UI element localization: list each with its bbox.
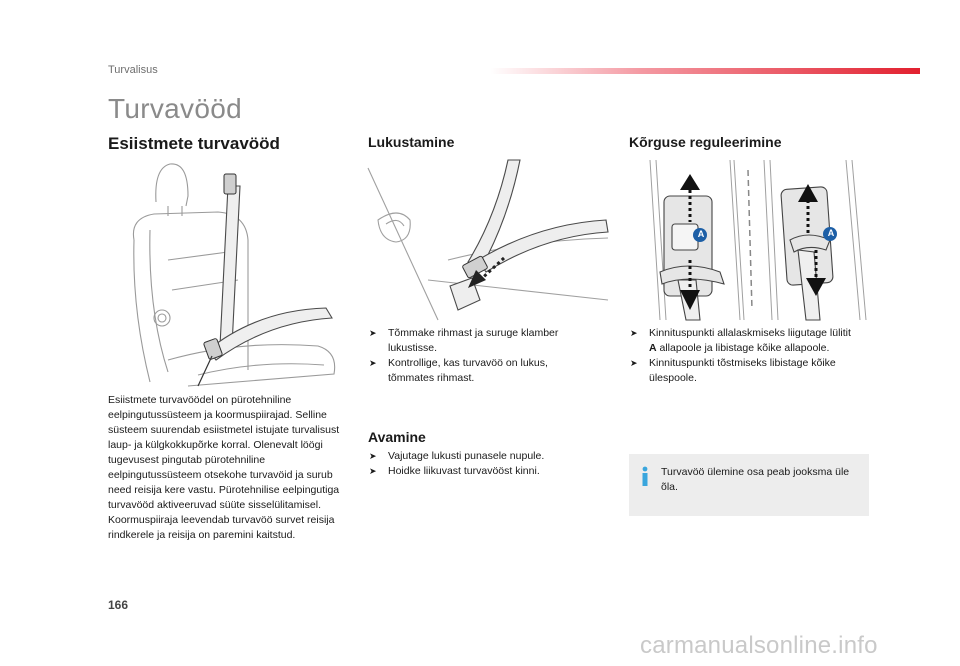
info-icon: [641, 466, 649, 486]
front-seat-belt-illustration: [128, 160, 348, 392]
arrow-bullet-icon: ➤: [369, 466, 377, 476]
arrow-bullet-icon: ➤: [630, 328, 638, 338]
switch-label-a: A: [697, 229, 705, 239]
info-note: [629, 454, 869, 516]
arrow-bullet-icon: ➤: [369, 451, 377, 461]
list-item: ➤ Kinnituspunkti tõstmiseks libistage kõike ülespoole.: [630, 357, 836, 384]
arrow-bullet-icon: ➤: [630, 358, 638, 368]
height-adjust-heading: Kõrguse reguleerimine: [629, 134, 782, 150]
switch-label-a-2: A: [827, 228, 835, 238]
arrow-bullet-icon: ➤: [369, 358, 377, 368]
watermark: carmanualsonline.info: [640, 632, 878, 659]
list-item: ➤ Vajutage lukusti punasele nupule.: [369, 450, 545, 462]
front-belts-description: Esiistmete turvavöödel on pürotehniline eelpingutussüsteem ja koormuspiirajad. Selline süsteem suurendab esiistmetel istujate turvalisust laup- ja külgkokkupõrke korral. Olenevalt löögi tugevusest pingutab pürotehniline eelpingutussüsteem otsekohe turvavöid ja surub need reisija kere vastu. Pürotehnilise eelpingutiga turvavööd aktiveeruvad süüte sisselülitamisel. Koormuspiiraja leevendab turvavöö survet reisija rindkerele ja reisija on paremini kaitstud.: [108, 394, 340, 541]
height-adjust-steps: [630, 326, 858, 386]
list-item: ➤ Tõmmake rihmast ja suruge klamber lukustisse.: [369, 327, 559, 354]
header-accent-bar: [490, 68, 920, 74]
list-item: ➤ Kontrollige, kas turvavöö on lukus, tõmmates rihmast.: [369, 357, 548, 384]
arrow-bullet-icon: ➤: [369, 328, 377, 338]
buckle-locking-illustration: [368, 160, 608, 320]
height-adjust-illustration: [630, 160, 870, 320]
front-belts-heading: Esiistmete turvavööd: [108, 134, 280, 153]
page-number: 166: [108, 598, 129, 612]
unlocking-steps: [369, 449, 589, 479]
list-item: ➤ Kinnituspunkti allalaskmiseks liigutage lülitit A allapoole ja libistage kõike allapoole.: [630, 327, 851, 354]
locking-steps: [369, 326, 589, 386]
page-title: Turvavööd: [108, 93, 242, 124]
unlocking-heading: Avamine: [368, 429, 426, 445]
locking-heading: Lukustamine: [368, 134, 455, 150]
list-item: ➤ Hoidke liikuvast turvavööst kinni.: [369, 465, 540, 477]
info-note-text: Turvavöö ülemine osa peab jooksma üle õla.: [661, 466, 850, 493]
section-label: Turvalisus: [108, 64, 158, 76]
